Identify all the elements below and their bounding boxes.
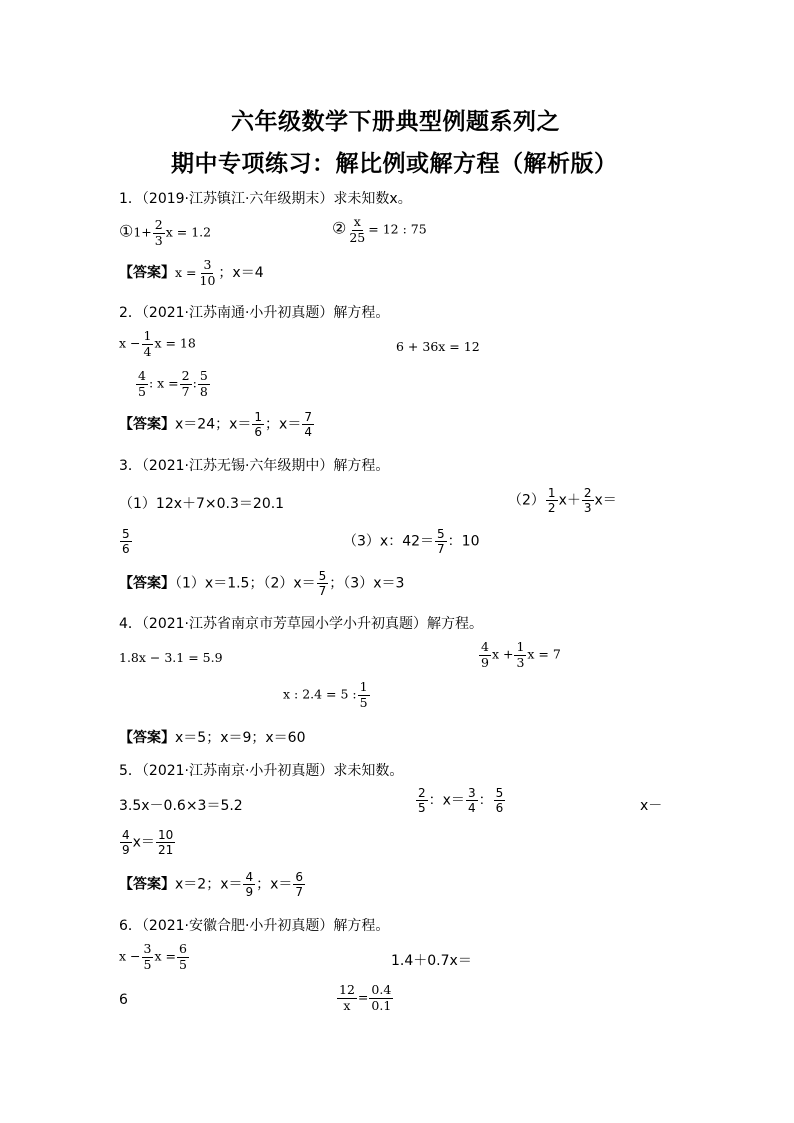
question-3-header: 3．（2021·江苏无锡·六年级期中）解方程。 xyxy=(119,458,390,474)
question-5-header: 5．（2021·江苏南京·小升初真题）求未知数。 xyxy=(119,763,404,779)
q2-answer: 【答案】x＝24；x＝ $\frac{1}{6}$ ；x＝ $\frac{7}{4}$ xyxy=(119,410,312,439)
page-title-line2: 期中专项练习：解比例或解方程（解析版） xyxy=(171,151,618,177)
q1-equation-2: ② $\frac{x}{25}$ = 12 : 75 xyxy=(332,214,427,245)
q4-answer: 【答案】x＝5；x＝9；x＝60 xyxy=(119,730,306,746)
q2-equation-2: 6 + 36x = 12 xyxy=(396,339,480,354)
q5-equation-3-start: x－ xyxy=(640,798,663,814)
q6-equation-1: x − $\frac{3}{5}$ x = $\frac{6}{5}$ xyxy=(119,941,187,972)
page-title-line1: 六年级数学下册典型例题系列之 xyxy=(231,109,560,135)
q4-equation-3: x : 2.4 = 5 : $\frac{1}{5}$ xyxy=(283,679,368,710)
q2-equation-3: $\frac{4}{5}$ : x = $\frac{2}{7}$ : $\frac{5}{8}$ xyxy=(138,368,208,399)
q2-equation-1: x − $\frac{1}{4}$ x = 18 xyxy=(119,328,196,359)
question-2-header: 2．（2021·江苏南通·小升初真题）解方程。 xyxy=(119,305,390,321)
question-6-header: 6．（2021·安徽合肥·小升初真题）解方程。 xyxy=(119,918,390,934)
q3-equation-3: （3）x：42＝ $\frac{5}{7}$ ：10 xyxy=(343,527,480,556)
q5-equation-2: $\frac{2}{5}$ ：x＝ $\frac{3}{4}$ ： $\frac{5}{6}$ xyxy=(418,786,504,815)
q5-answer: 【答案】x＝2；x＝ $\frac{4}{9}$ ；x＝ $\frac{6}{7}$ xyxy=(119,870,304,899)
q4-equation-2: $\frac{4}{9}$ x + $\frac{1}{3}$ x = 7 xyxy=(481,639,561,670)
q6-equation-2-continued: 6 xyxy=(119,992,128,1008)
q3-equation-2: （2） $\frac{1}{2}$ x＋ $\frac{2}{3}$ x＝ xyxy=(508,486,617,515)
question-1-header: 1．（2019·江苏镇江·六年级期末）求未知数x。 xyxy=(119,191,412,207)
q1-equation-1: ①1+ $\frac{2}{3}$ x = 1.2 xyxy=(119,217,212,248)
q1-answer: 【答案】x = $\frac{3}{10}$ ；x＝4 xyxy=(119,257,264,288)
q3-answer: 【答案】（1）x＝1.5；（2）x＝ $\frac{5}{7}$ ；（3）x＝3 xyxy=(119,569,405,598)
q3-equation-2-continued: $\frac{5}{6}$ xyxy=(122,527,130,556)
q5-equation-3-continued: $\frac{4}{9}$ x＝ $\frac{10}{21}$ xyxy=(122,828,174,857)
q4-equation-1: 1.8x − 3.1 = 5.9 xyxy=(119,650,223,665)
q3-equation-1: （1）12x＋7×0.3＝20.1 xyxy=(119,496,285,512)
question-4-header: 4．（2021·江苏省南京市芳草园小学小升初真题）解方程。 xyxy=(119,616,483,632)
q6-equation-3: $\frac{12}{x}$ = $\frac{0.4}{0.1}$ xyxy=(339,982,392,1013)
q5-equation-1: 3.5x－0.6×3＝5.2 xyxy=(119,798,243,814)
q6-equation-2: 1.4＋0.7x＝ xyxy=(391,953,472,969)
